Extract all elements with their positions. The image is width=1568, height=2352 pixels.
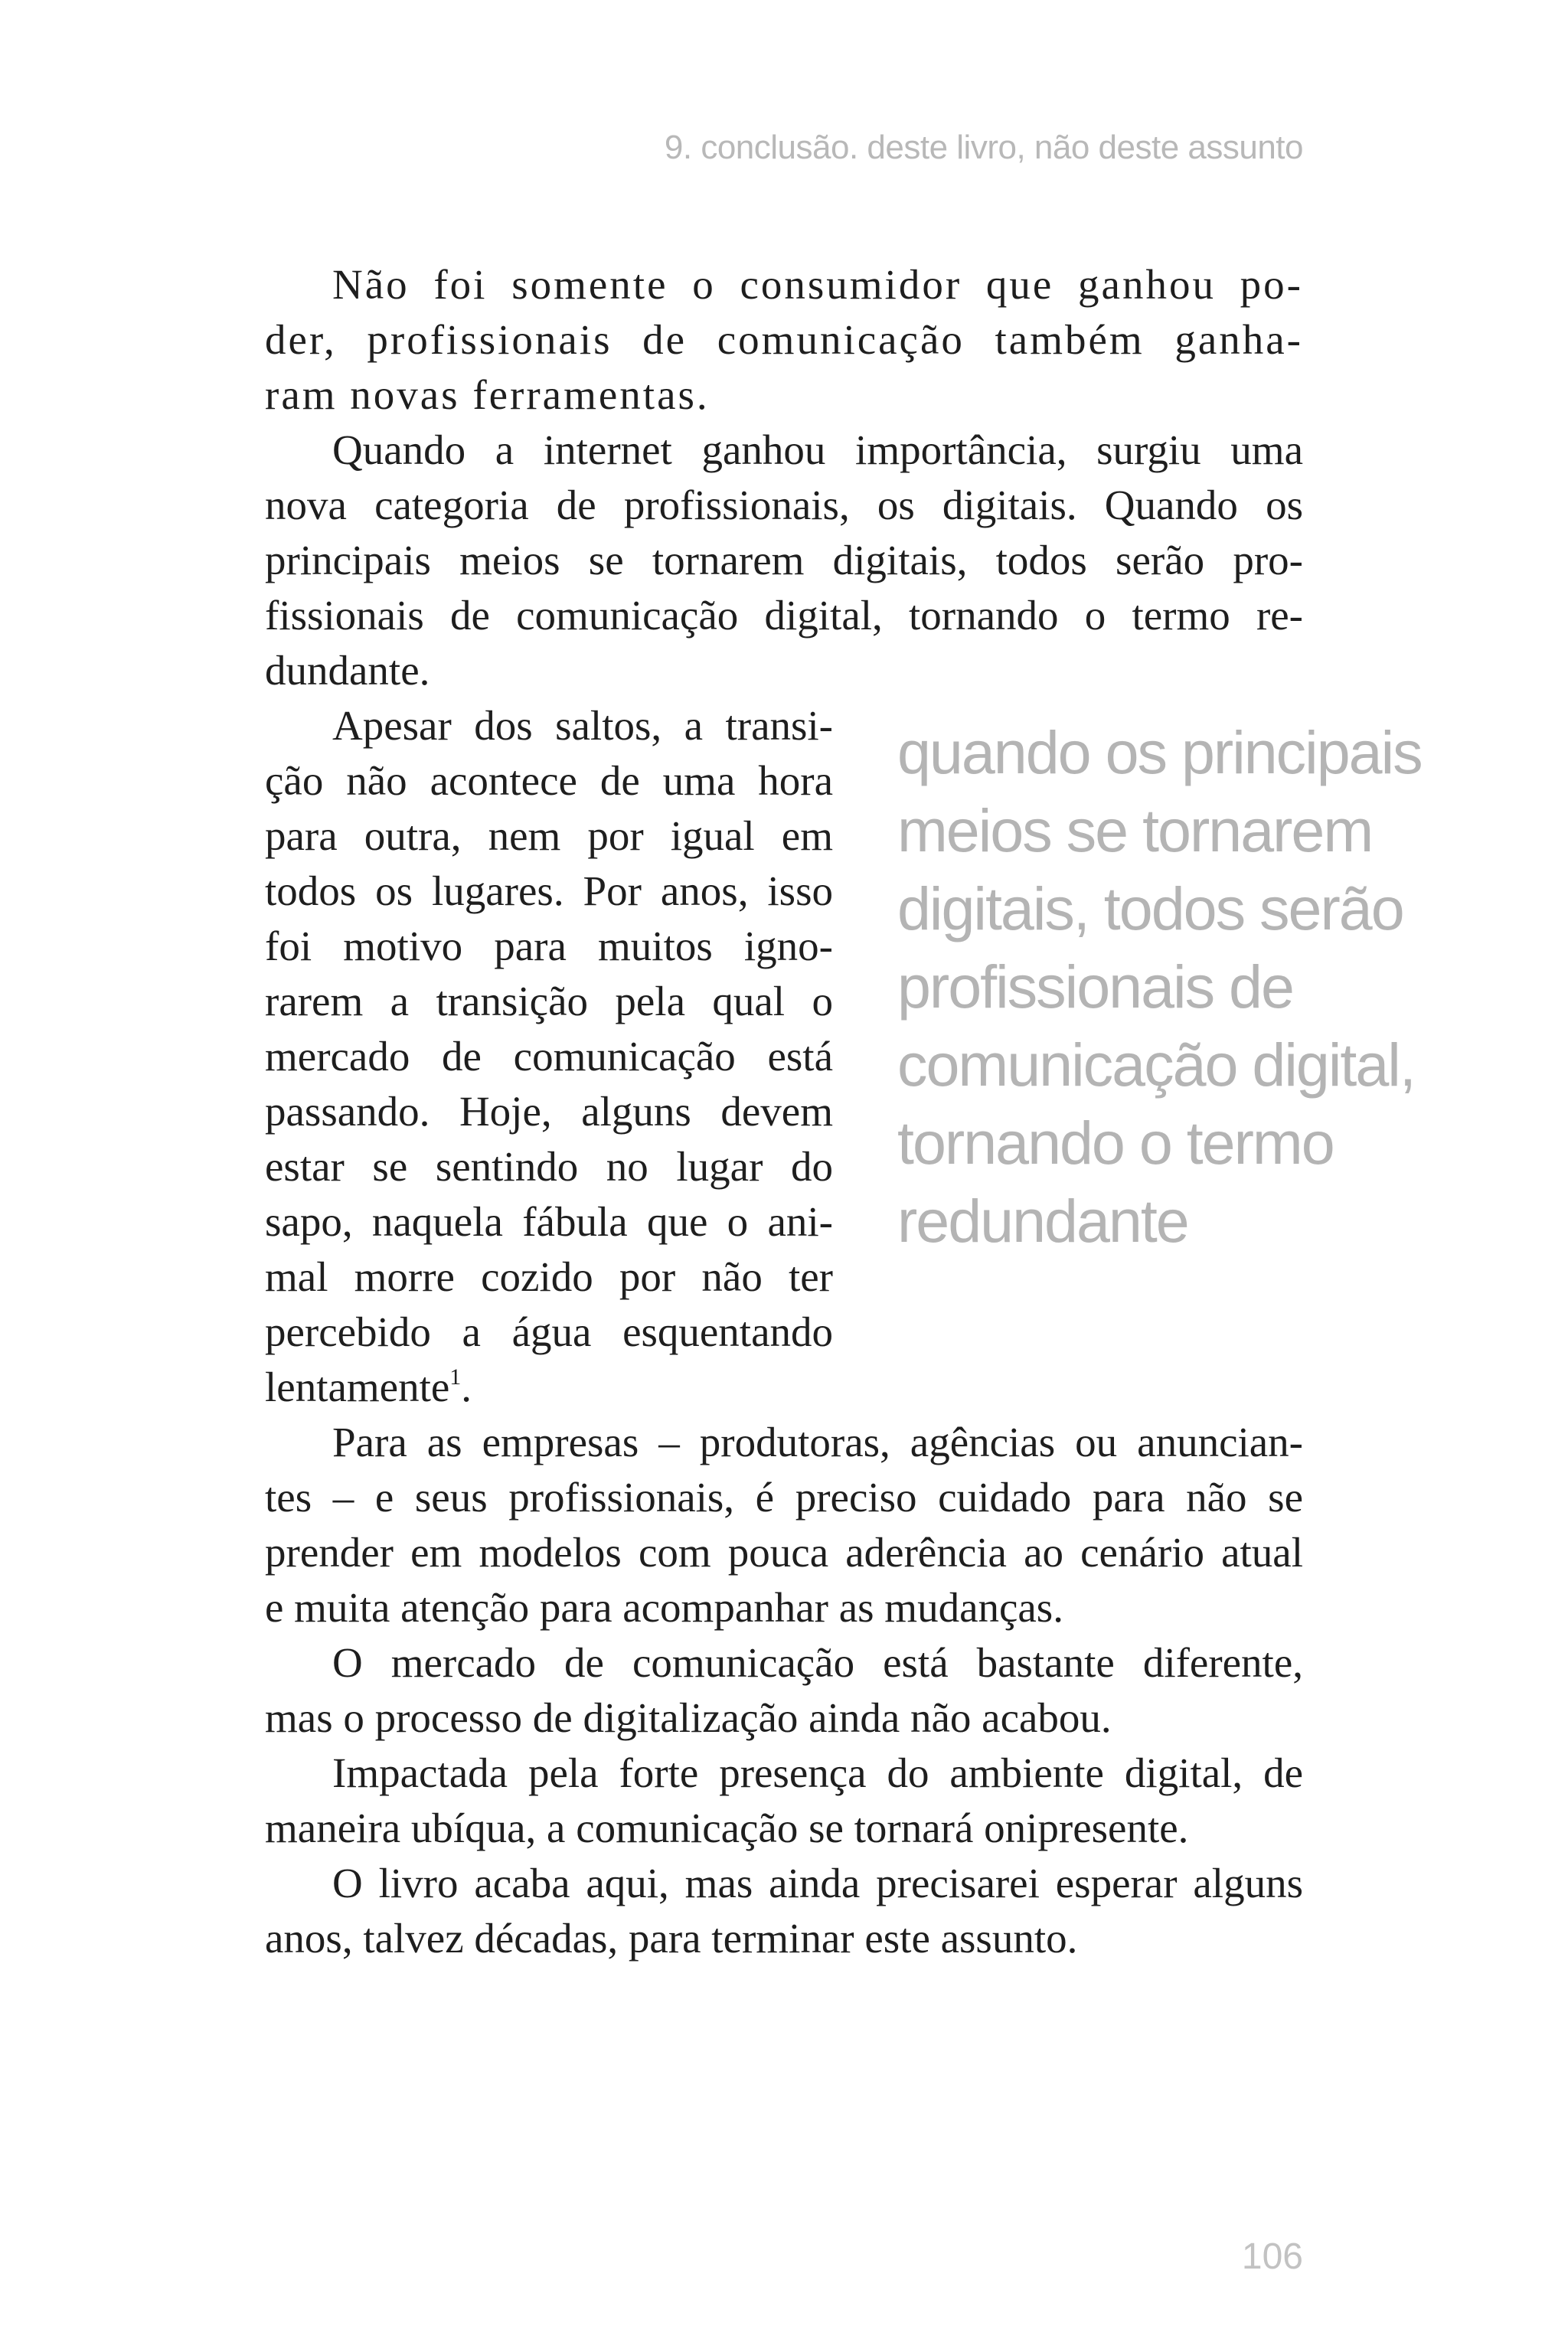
body-line: nova categoria de profissionais, os digitais. Quando os bbox=[265, 482, 1303, 528]
body-line: rarem a transição pela qual o bbox=[265, 978, 833, 1024]
body-line: estar se sentindo no lugar do bbox=[265, 1143, 833, 1190]
pull-quote-line: meios se tornarem bbox=[897, 796, 1373, 864]
body-line: mercado de comunicação está bbox=[265, 1033, 833, 1080]
body-line: Impactada pela forte presença do ambiente digital, de bbox=[332, 1749, 1303, 1796]
body-line: Quando a internet ganhou importância, surgiu uma bbox=[332, 426, 1303, 473]
body-line: prender em modelos com pouca aderência ao cenário atual bbox=[265, 1529, 1303, 1576]
body-line: der, profissionais de comunicação também ganha- bbox=[265, 316, 1303, 363]
pull-quote-line: redundante bbox=[897, 1187, 1188, 1255]
pull-quote-line: quando os principais bbox=[897, 718, 1422, 786]
pull-quote-line: profissionais de bbox=[897, 952, 1293, 1021]
body-line: tes – e seus profissionais, é preciso cuidado para não se bbox=[265, 1474, 1303, 1521]
body-line: para outra, nem por igual em bbox=[265, 812, 833, 859]
body-line: Não foi somente o consumidor que ganhou po- bbox=[332, 261, 1303, 308]
body-line: O livro acaba aqui, mas ainda precisarei esperar alguns bbox=[332, 1860, 1303, 1906]
body-line bbox=[265, 1360, 833, 1415]
body-line: e muita atenção para acompanhar as mudanças. bbox=[265, 1584, 1063, 1631]
body-line: anos, talvez décadas, para terminar este assunto. bbox=[265, 1915, 1078, 1962]
body-line-punctuation: . bbox=[461, 1364, 472, 1410]
body-line: dundante. bbox=[265, 647, 430, 694]
body-line: Apesar dos saltos, a transi- bbox=[332, 702, 833, 749]
body-line: foi motivo para muitos igno- bbox=[265, 923, 833, 969]
body-line: fissionais de comunicação digital, tornando o termo re- bbox=[265, 592, 1303, 639]
body-line: ção não acontece de uma hora bbox=[265, 757, 833, 804]
body-line: Para as empresas – produtoras, agências ou anuncian- bbox=[332, 1419, 1303, 1465]
footnote-reference[interactable]: 1 bbox=[449, 1364, 462, 1390]
page-number: 106 bbox=[1241, 2236, 1303, 2277]
body-line: todos os lugares. Por anos, isso bbox=[265, 867, 833, 914]
body-line: O mercado de comunicação está bastante diferente, bbox=[332, 1639, 1303, 1686]
body-line: passando. Hoje, alguns devem bbox=[265, 1088, 833, 1135]
pull-quote-line: tornando o termo bbox=[897, 1109, 1334, 1177]
pull-quote-line: comunicação digital, bbox=[897, 1031, 1415, 1099]
pull-quote bbox=[897, 714, 1449, 1260]
body-line: percebido a água esquentando bbox=[265, 1308, 833, 1355]
body-line: mas o processo de digitalização ainda não acabou. bbox=[265, 1694, 1112, 1741]
pull-quote-line: digitais, todos serão bbox=[897, 874, 1403, 942]
body-line: ram novas ferramentas. bbox=[265, 371, 710, 418]
body-line: mal morre cozido por não ter bbox=[265, 1253, 833, 1300]
running-head: 9. conclusão. deste livro, não deste assunto bbox=[664, 129, 1303, 166]
body-line-text: lentamente bbox=[265, 1364, 450, 1410]
body-line: principais meios se tornarem digitais, todos serão pro- bbox=[265, 537, 1303, 583]
body-line: maneira ubíqua, a comunicação se tornará onipresente. bbox=[265, 1805, 1189, 1851]
body-line: sapo, naquela fábula que o ani- bbox=[265, 1198, 833, 1245]
